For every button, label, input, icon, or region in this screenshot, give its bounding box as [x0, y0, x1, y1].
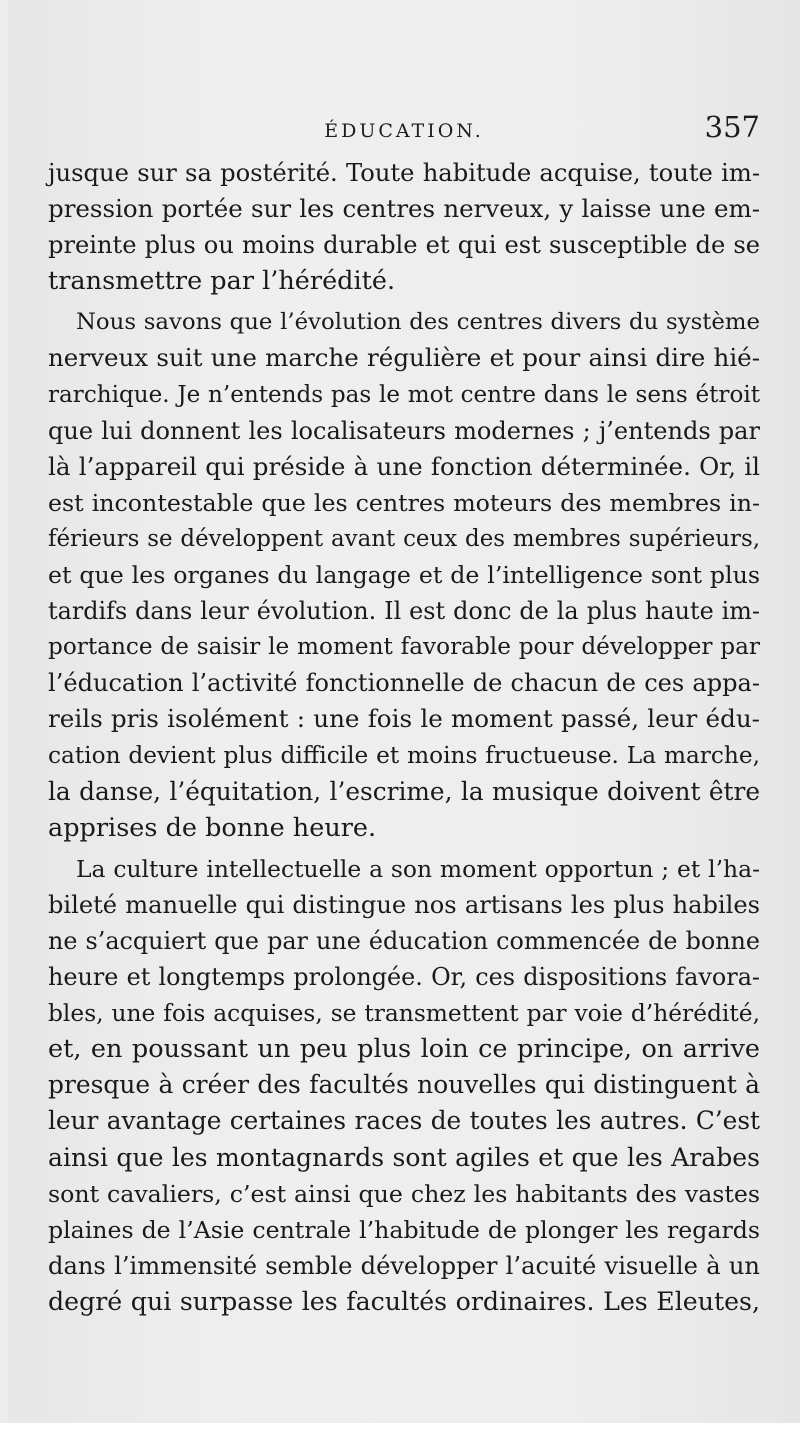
paragraph-2	[48, 304, 760, 845]
text-line: leur avantage certaines races de toutes les autres. C’est	[48, 1106, 760, 1136]
text-line: apprises de bonne heure.	[48, 812, 377, 843]
text-line: férieurs se développent avant ceux des membres supérieurs,	[48, 525, 760, 552]
text-line: cation devient plus difficile et moins fructueuse. La marche,	[48, 741, 760, 769]
text-line: sont cavaliers, c’est ainsi que chez les habitants des vastes	[48, 1179, 760, 1208]
text-line: et, en poussant un peu plus loin ce principe, on arrive	[48, 1034, 760, 1065]
text-line: là l’appareil qui préside à une fonction déterminée. Or, il	[48, 451, 760, 481]
text-line: que lui donnent les localisateurs modernes ; j’entends par	[48, 416, 760, 445]
text-line: bileté manuelle qui distingue nos artisans les plus habiles	[48, 890, 760, 919]
text-line: rarchique. Je n’entends pas le mot centre dans le sens étroit	[48, 381, 760, 408]
text-line: l’éducation l’activité fonctionnelle de chacun de ces appa-	[48, 669, 760, 698]
text-line: presque à créer des facultés nouvelles qui distinguent à	[48, 1070, 760, 1100]
text-line: jusque sur sa postérité. Toute habitude acquise, toute im-	[48, 159, 760, 187]
text-line: est incontestable que les centres moteurs des membres in-	[48, 488, 760, 517]
text-line: preinte plus ou moins durable et qui est susceptible de se	[48, 231, 760, 260]
paragraph-3	[48, 851, 760, 1320]
text-line: tardifs dans leur évolution. Il est donc de la plus haute im-	[48, 597, 760, 626]
text-line: dans l’immensité semble développer l’acuité visuelle à un	[48, 1251, 760, 1280]
text-line: et que les organes du langage et de l’intelligence sont plus	[48, 561, 760, 590]
text-line: ne s’acquiert que par une éducation commencée de bonne	[48, 926, 760, 955]
text-line: bles, une fois acquises, se transmettent par voie d’hérédité,	[48, 999, 760, 1028]
paragraph-1	[48, 155, 760, 299]
page-number: 357	[704, 110, 760, 144]
text-line: plaines de l’Asie centrale l’habitude de plonger les regards	[48, 1215, 760, 1244]
text-line: Nous savons que l’évolution des centres divers du système	[76, 309, 760, 336]
text-line: La culture intellectuelle a son moment opportun ; et l’ha-	[76, 854, 760, 883]
text-line: reils pris isolément : une fois le moment passé, leur édu-	[48, 704, 760, 734]
text-line: degré qui surpasse les facultés ordinaires. Les Eleutes,	[48, 1286, 760, 1316]
text-line: pression portée sur les centres nerveux, y laisse une em-	[48, 194, 760, 224]
text-line: transmettre par l’hérédité.	[48, 266, 396, 297]
running-title: ÉDUCATION.	[324, 120, 484, 142]
text-line: portance de saisir le moment favorable pour développer par	[48, 634, 760, 661]
text-line: ainsi que les montagnards sont agiles et que les Arabes	[48, 1142, 760, 1172]
page-header	[48, 110, 760, 150]
body-text	[48, 155, 760, 1320]
text-line: la danse, l’équitation, l’escrime, la musique doivent être	[48, 776, 760, 806]
text-line: nerveux suit une marche régulière et pour ainsi dire hié-	[48, 343, 760, 373]
text-line: heure et longtemps prolongée. Or, ces dispositions favora-	[48, 963, 760, 992]
page-bottom-margin	[0, 1423, 800, 1429]
